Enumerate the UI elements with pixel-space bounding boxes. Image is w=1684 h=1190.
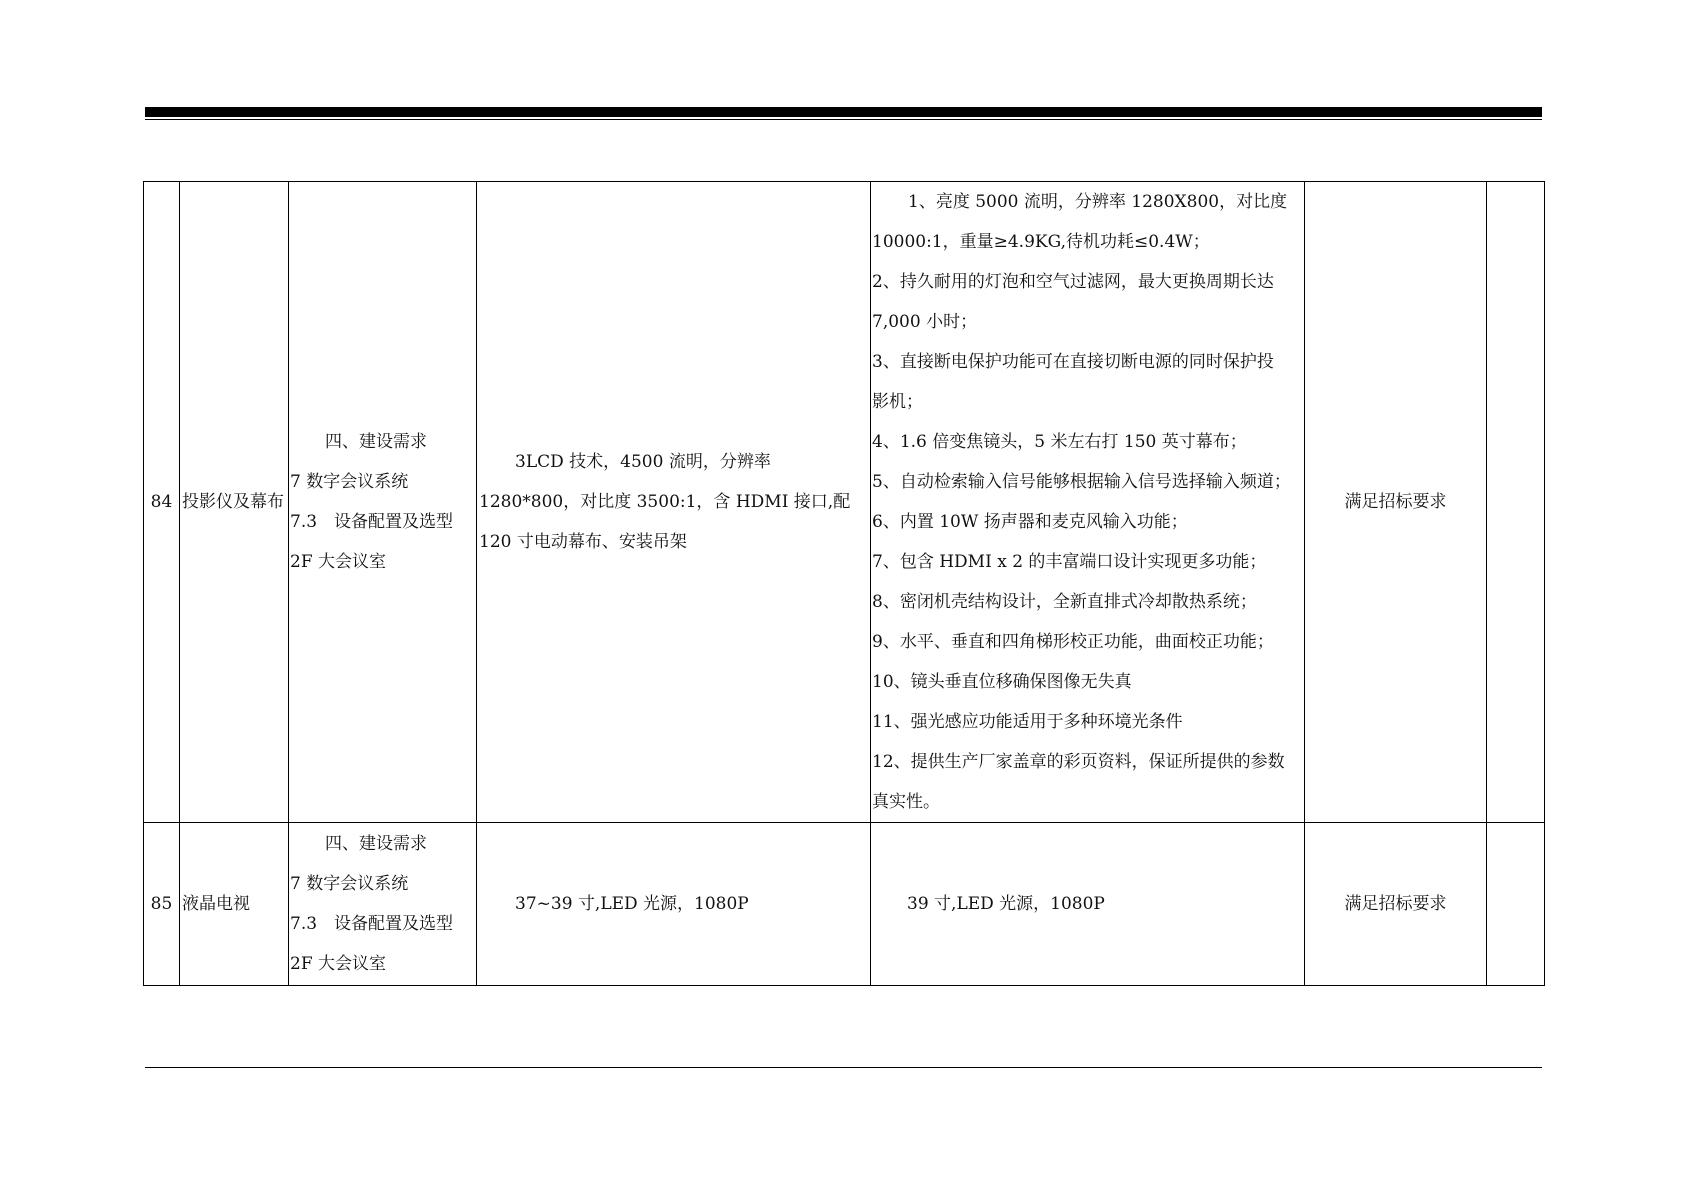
section-line: 四、建设需求 <box>325 432 427 452</box>
compliance-result: 满足招标要求 <box>1305 823 1487 986</box>
table-row <box>144 823 1545 986</box>
offer-line: 12、提供生产厂家盖章的彩页资料，保证所提供的参数 <box>872 752 1285 772</box>
offer-line: 11、强光感应功能适用于多种环境光条件 <box>872 712 1183 732</box>
offer-line: 10000:1，重量≥4.9KG,待机功耗≤0.4W； <box>872 232 1210 252</box>
section-line: 7 数字会议系统 <box>290 472 409 492</box>
item-section <box>289 182 477 823</box>
header-rule-thin <box>145 119 1542 120</box>
compliance-result: 满足招标要求 <box>1305 182 1487 823</box>
section-line: 2F 大会议室 <box>290 552 387 572</box>
offer-line: 真实性。 <box>872 792 940 812</box>
offer-line: 3、直接断电保护功能可在直接切断电源的同时保护投 <box>872 352 1274 372</box>
offer-line: 影机； <box>872 392 923 412</box>
offer-line: 7,000 小时； <box>872 312 978 332</box>
offer-line: 6、内置 10W 扬声器和麦克风输入功能； <box>872 512 1188 532</box>
section-line: 7 数字会议系统 <box>290 874 409 894</box>
equipment-spec-table <box>143 181 1545 986</box>
offer-spec <box>871 182 1305 823</box>
offer-line: 7、包含 HDMI x 2 的丰富端口设计实现更多功能； <box>872 552 1267 572</box>
section-line: 7.3 设备配置及选型 <box>290 512 454 532</box>
section-line: 四、建设需求 <box>325 834 427 854</box>
offer-spec <box>871 823 1305 986</box>
item-number: 85 <box>144 823 180 986</box>
remark-cell <box>1487 823 1545 986</box>
offer-line: 5、自动检索输入信号能够根据输入信号选择输入频道； <box>872 472 1291 492</box>
bid-spec-text: 37~39 寸,LED 光源，1080P <box>515 894 749 914</box>
offer-spec-text: 39 寸,LED 光源，1080P <box>907 894 1105 914</box>
bid-spec <box>477 823 871 986</box>
item-name: 投影仪及幕布 <box>180 182 289 823</box>
offer-line: 10、镜头垂直位移确保图像无失真 <box>872 672 1132 692</box>
offer-line: 9、水平、垂直和四角梯形校正功能，曲面校正功能； <box>872 632 1274 652</box>
footer-rule <box>145 1067 1542 1068</box>
item-name: 液晶电视 <box>180 823 289 986</box>
header-rule <box>145 107 1542 117</box>
section-line: 7.3 设备配置及选型 <box>290 914 454 934</box>
bid-spec-text: 3LCD 技术，4500 流明，分辨率 1280*800，对比度 3500:1，含 HDMI 接口,配 120 寸电动幕布、安装吊架 <box>479 452 851 552</box>
offer-line: 2、持久耐用的灯泡和空气过滤网，最大更换周期长达 <box>872 272 1274 292</box>
table-row <box>144 182 1545 823</box>
offer-line: 8、密闭机壳结构设计，全新直排式冷却散热系统； <box>872 592 1257 612</box>
bid-spec <box>477 182 871 823</box>
offer-line: 1、亮度 5000 流明，分辨率 1280X800，对比度 <box>908 192 1288 212</box>
item-section <box>289 823 477 986</box>
remark-cell <box>1487 182 1545 823</box>
item-number: 84 <box>144 182 180 823</box>
section-line: 2F 大会议室 <box>290 954 387 974</box>
offer-line: 4、1.6 倍变焦镜头，5 米左右打 150 英寸幕布； <box>872 432 1247 452</box>
